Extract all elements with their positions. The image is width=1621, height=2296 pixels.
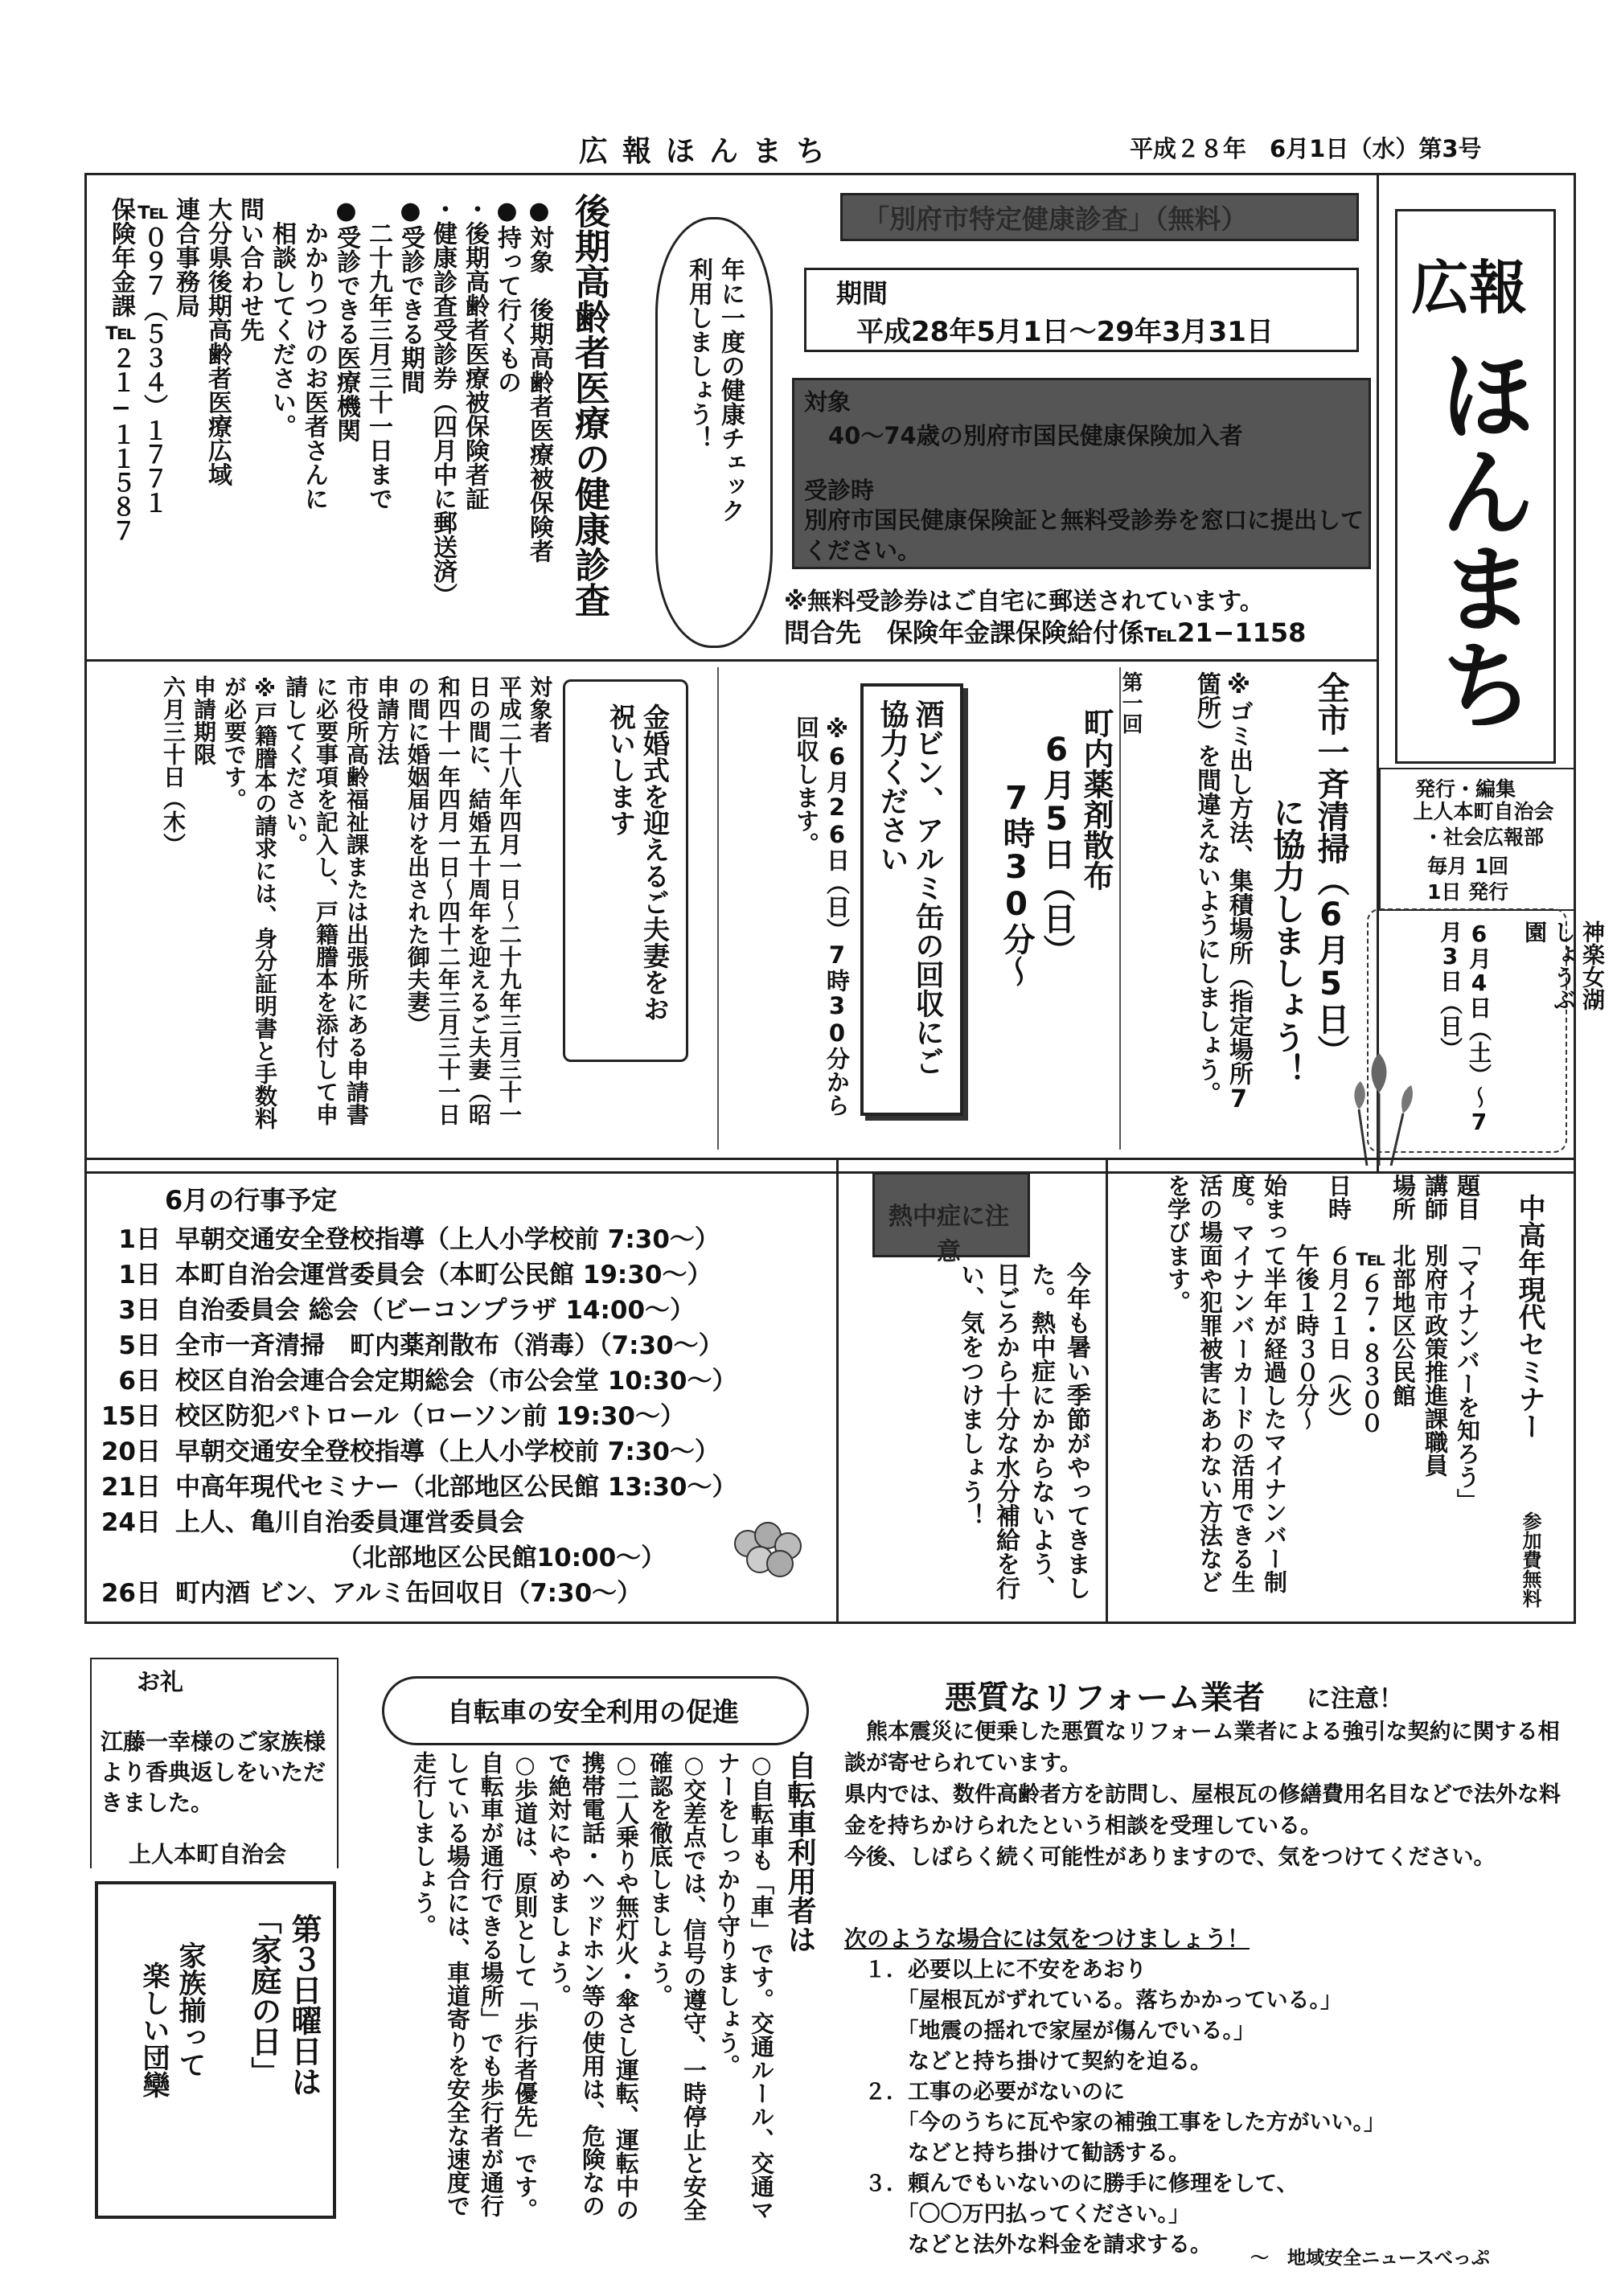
elderly-line: ●受診できる期間 [396,197,425,394]
golden-line: 対象者 [527,675,553,743]
bottle-title: 酒ビン、アルミ缶の回収にご協力ください [876,699,944,1076]
elderly-line: 二十九年三月三十一日まで [364,197,392,510]
thanks-title: お礼 [137,1668,184,1695]
elderly-line: ●受診できる医療機関 [332,197,360,442]
bicycle-line: ○交差点では、信号の遵守、一時停止と安全確認を徹底しましょう。 [646,1751,708,2221]
checkup-period-label: 期間 [836,278,888,309]
schedule-item: 5日 全市一斉清掃 町内薬剤散布（消毒）（7:30〜） [118,1331,724,1360]
golden-line: ※戸籍謄本の請求には、身分証明書と手数料が必要です。 [221,675,278,1130]
family-line-3: 楽しい団欒 [137,1962,170,2098]
seminar-line: 場所 北部地区公民館 [1389,1174,1417,1407]
golden-line: 平成二十八年四月一日〜二十九年三月三十一日の間に、結婚五十周年を迎えるご夫妻（昭和四十一年四月一日〜四十二年三月三十一日の間に婚姻届けを出された御夫妻） [404,675,523,1125]
bicycle-line: ○歩道は、原則として「歩行者優先」です。自転車が通行できる場所」でも歩行者が通行している場合には、車道寄りを安全な速度で走行しましょう。 [410,1751,539,2221]
elderly-line: ℡０９７（５３４）１７７１ [139,197,167,515]
schedule-item: 26日 町内酒 ビン、アルミ缶回収日（7:30〜） [101,1579,642,1608]
reform-title2: に注意！ [1307,1685,1403,1713]
bottle-note: ※6月26日（日）7時30分から回収します。 [793,715,851,1117]
reform-sub: 次のような場合には気をつけましょう！ [844,1925,1250,1952]
checkup-target-label: 対象 [804,388,852,416]
reform-title: 悪質なリフォーム業者 [945,1679,1265,1716]
elderly-line: かかりつけのお医者さんに [300,197,328,510]
spray-title: 町内薬剤散布 [1078,707,1114,891]
iris-dates: 6月4日（土）〜7月3日（日） [1437,920,1492,1135]
seminar-line: 題目 「マイナンバーを知ろう」 [1454,1174,1481,1512]
golden-line: 申請期限 [191,675,217,765]
seminar-line: 講師 別府市政策推進課職員 [1422,1174,1449,1477]
bicycle-body [362,1751,820,2233]
elderly-line: ●対象 後期高齢者医療被保険者 [525,197,553,563]
spray-time: 7時30分〜 [998,780,1035,987]
golden-body [105,675,555,1142]
schedule-item: 1日 早朝交通安全登校指導（上人小学校前 7:30〜） [118,1225,720,1254]
schedule-item: （北部地区公民館10:00〜） [175,1544,667,1572]
heat-body: 今年も暑い季節がやってきました。熱中症にかからないよう、日ごろから十分な水分補給を行い、気をつけましょう！ [956,1262,1090,1600]
spray-date: 6月5日（日） [1038,732,1075,966]
bicycle-title: 自転車の安全利用の促進 [447,1696,739,1728]
thanks-body: 江藤一幸様のご家族様より香典返しをいただきました。 [101,1728,326,1816]
schedule-title: 6月の行事予定 [165,1185,338,1216]
cleanup-title: 全市一斉清掃（6月5日） [1312,671,1349,1067]
thanks-sign: 上人本町自治会 [129,1841,287,1868]
seminar-body [1114,1174,1484,1616]
elderly-line: 問い合わせ先 [236,197,264,342]
seminar-line: ℡６７・８３００ [1357,1174,1385,1434]
schedule-item: 20日 早朝交通安全登校指導（上人小学校前 7:30〜） [101,1437,720,1466]
bicycle-line: ○自転車も「車」です。交通ルール、交通マナーをしっかり守りましょう。 [714,1751,775,2221]
publisher-freq: 毎月 1回 1日 発行 [1427,855,1509,904]
checkup-oval-text: 年に一度の健康チェック 利用しましょう！ [684,257,745,523]
logo-tag: 広報 [1411,253,1528,322]
spray-label: 第一回 [1118,671,1143,734]
golden-line: 申請方法 [374,675,400,765]
elderly-line: 保険年金課℡２１−１１５８７ [107,197,135,543]
family-line-2: 家族揃って [174,1941,206,2078]
schedule-item: 21日 中高年現代セミナー（北部地区公民館 13:30〜） [101,1473,737,1502]
cleanup-note: ※ゴミ出し方法、集積場所（指定場所7箇所）を間違えないようにしましょう。 [1192,671,1253,1113]
reform-intro: 熊本震災に便乗した悪質なリフォーム業者による強引な契約に関する相談が寄せられています。 県内では、数件高齢者方を訪問し、屋根瓦の修繕費用名目などで法外な料金を持ちかけられたという相談を受理している。 今後、しばらく続く可能性がありますので、気をつけてください。 [844,1720,1561,1870]
elderly-line: 相談してください。 [268,197,296,438]
elderly-line: ●持って行くもの [493,197,521,394]
bicycle-line: ○二人乗りや無灯火・傘さし運転、運転中の携帯電話・ヘッドホン等の使用は、危険なので絶対にやめましょう。 [545,1751,640,2221]
seminar-line: 始まって半年が経過したマイナンバー制度。マイナンバーカードの活用できる生活の場面や犯罪被害にあわない方法などを学びます。 [1164,1174,1288,1593]
elderly-line: ・後期高齢者医療被保険者証 [461,197,489,510]
golden-line: 市役所高齢福祉課または出張所にある申請書に必要事項を記入し、戸籍謄本を添付して申請してください。 [282,675,370,1125]
issue-date: 平成２８年 6月1日（水）第3号 [1130,135,1482,162]
elderly-title: 後期高齢者医療の健康診査 [568,193,609,617]
heat-title: 熱中症に注意 [888,1203,1009,1266]
checkup-note: ※無料受診券はご自宅に郵送されています。 [784,588,1264,616]
checkup-visit-label: 受診時 [804,477,875,504]
checkup-visit: 別府市国民健康保険証と無料受診券を窓口に提出してください。 [804,506,1365,564]
family-line-1: 「家庭の日」 [246,1904,281,2087]
golden-line: 六月三十日（木） [160,675,187,855]
seminar-title: 中高年現代セミナー [1513,1194,1545,1440]
elderly-line: 大分県後期高齢者医療広域 [203,197,232,486]
elderly-line: ・健康診査受診券（四月中に郵送済） [429,197,457,607]
family-line-0: 第３日曜日は [286,1913,322,2097]
iris-place: 神楽女湖しょうぶ園 [1521,920,1606,1011]
schedule-item: 3日 自治委員会 総会（ビーコンプラザ 14:00〜） [118,1296,696,1325]
logo-title: ほんまち [1423,346,1537,732]
schedule-item: 1日 本町自治会運営委員会（本町公民館 19:30〜） [118,1261,712,1289]
checkup-period: 平成28年5月1日〜29年3月31日 [856,316,1274,348]
golden-title: 金婚式を迎えるご夫妻をお祝いします [605,703,671,1022]
schedule-item: 24日 上人、亀川自治委員運営委員会 [101,1508,524,1537]
elderly-body [105,197,555,647]
seminar-line: 午後１時３０分〜 [1293,1174,1320,1430]
reform-items: １．必要以上に不安をあおり 「屋根瓦がずれている。落ちかかっている。」 「地震の揺れで家屋が傷んでいる。」 などと持ち掛けて契約を迫る。 ２．工事の必要がないのに 「今のうちに瓦や家の補強工事をした方がいい。」 などと持ち掛けて勧誘する。 ３．頼んでもいないのに勝手に修理をして、 「〇〇万円払ってください。」 などと法外な料金を請求する。 [864,1958,1385,2257]
hydrangea-icon [724,1515,812,1588]
masthead: 広報ほんまち [579,135,840,168]
reform-source: 〜 地域安全ニュースべっぷ [1250,2248,1490,2269]
schedule-item: 6日 校区自治会連合会定期総会（市公会堂 10:30〜） [118,1367,737,1396]
cleanup-title2: に協力しましょう！ [1268,796,1305,1085]
publisher-org: 上人本町自治会 ・社会広報部 [1413,800,1554,849]
schedule-item: 15日 校区防犯パトロール（ローソン前 19:30〜） [101,1402,685,1431]
seminar-line: 日時 ６月２１日（火） [1325,1174,1352,1430]
checkup-banner: 「別府市特定健康診査」（無料） [840,193,1359,241]
checkup-contact: 問合先 保険年金課保険給付係℡21−1158 [784,617,1307,648]
elderly-line: 連合事務局 [171,197,199,318]
bicycle-line: 自転車利用者は [783,1751,816,1954]
publisher-label: 発行・編集 [1415,777,1516,801]
checkup-target: 40〜74歳の別府市国民健康保険加入者 [828,422,1243,449]
seminar-fee: 参加費無料 [1519,1511,1541,1608]
